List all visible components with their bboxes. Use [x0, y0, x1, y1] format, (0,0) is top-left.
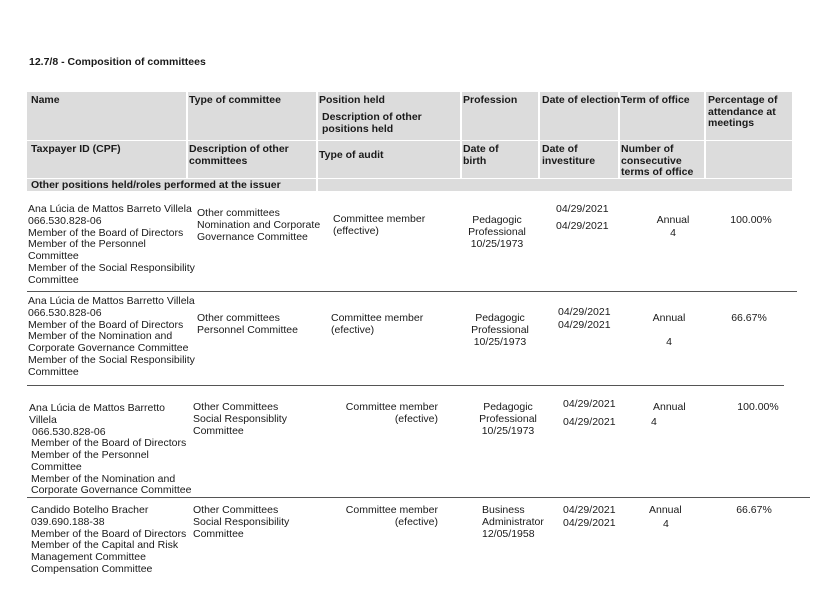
record-date-election: 04/29/2021 [563, 504, 616, 516]
header-type-of-committee: Type of committee [189, 94, 281, 106]
record-profession-block [472, 402, 544, 437]
record-position-line: Committee member [345, 504, 438, 516]
record-divider [27, 291, 797, 292]
header-position-held: Position held [319, 94, 385, 106]
record-name-block [31, 505, 186, 576]
record-birth-date: 12/05/1958 [482, 527, 535, 540]
record-name-line: Villela [29, 413, 57, 426]
record-role-line: Committee [28, 250, 79, 262]
record-date-investiture: 04/29/2021 [563, 517, 616, 529]
header-col-sep [186, 92, 188, 178]
record-profession-line: Pedagogic [472, 214, 522, 226]
record-committee-block [193, 402, 287, 437]
record-consecutive: 4 [666, 336, 672, 348]
record-position-block [331, 313, 423, 337]
record-role-line: Management Committee [31, 551, 146, 563]
record-name-line: Candido Botelho Bracher [31, 504, 149, 516]
record-role-line: Member of the Board of Directors [28, 226, 184, 239]
record-position-line: (effective) [333, 224, 379, 237]
record-name-line: Ana Lúcia de Mattos Barretto [29, 402, 165, 414]
record-role-line: Corporate Governance Committee [28, 342, 189, 354]
record-name-line: Ana Lúcia de Mattos Barretto Villela [28, 295, 195, 307]
header-percentage-attendance: Percentage of attendance at meetings [708, 94, 778, 130]
header-type-of-audit: Type of audit [319, 149, 384, 161]
header-term-of-office: Term of office [621, 94, 690, 106]
record-term: Annual [653, 401, 686, 413]
record-committee-block [193, 505, 289, 540]
record-position-line: (efective) [331, 323, 375, 336]
record-committee-line: Governance Committee [197, 230, 308, 243]
header-col-sep [704, 92, 706, 178]
record-committee-line: Other Committees [193, 504, 279, 516]
record-cpf: 066.530.828-06 [28, 306, 102, 319]
record-role-line: Member of the Nomination and [31, 472, 176, 485]
record-committee-line: Other committees [197, 312, 280, 324]
record-position-line: Committee member [331, 312, 424, 324]
record-position-line: Committee member [345, 401, 438, 413]
record-date-investiture: 04/29/2021 [558, 319, 611, 331]
record-committee-block [197, 313, 298, 337]
record-committee-line: Social Responsiblity [193, 412, 287, 425]
record-committee-line: Other committees [197, 207, 280, 219]
record-role-line: Member of the Social Responsibility [28, 261, 195, 274]
record-attendance: 66.67% [731, 312, 767, 324]
record-term: Annual [656, 214, 690, 226]
header-description-other-positions: Description of other positions held [322, 111, 422, 135]
record-role-line: Member of the Nomination and [28, 330, 173, 343]
record-committee-line: Nomination and Corporate [197, 218, 321, 231]
record-position-line: (efective) [394, 515, 438, 528]
record-date-investiture: 04/29/2021 [563, 416, 616, 428]
record-profession-line: Administrator [482, 515, 544, 528]
record-position-line: (efective) [394, 412, 438, 425]
record-position-block [330, 402, 438, 426]
record-attendance: 100.00% [737, 401, 779, 413]
record-attendance: 100.00% [730, 214, 772, 226]
record-profession-block [464, 313, 536, 348]
header-taxpayer-id: Taxpayer ID (CPF) [31, 143, 121, 155]
record-divider [27, 385, 784, 386]
record-role-line: Member of the Personnel [28, 238, 146, 251]
section-title: 12.7/8 - Composition of committees [29, 56, 206, 68]
record-committee-line: Other Committees [193, 401, 279, 413]
record-cpf: 066.530.828-06 [32, 425, 106, 438]
record-birth-date: 10/25/1973 [481, 424, 535, 437]
record-cpf: 039.690.188-38 [31, 515, 105, 528]
record-profession-line: Pedagogic [483, 401, 533, 413]
record-term: Annual [649, 504, 682, 516]
header-other-positions: Other positions held/roles performed at the issuer [31, 179, 281, 191]
record-role-line: Member of the Board of Directors [31, 437, 187, 450]
header-col-sep [538, 92, 540, 178]
header-consecutive-terms: Number of consecutive terms of office [621, 143, 694, 179]
record-role-line: Committee [28, 365, 79, 378]
record-divider [27, 497, 810, 498]
record-attendance: 66.67% [736, 504, 772, 516]
record-profession-block [462, 215, 532, 250]
record-birth-date: 10/25/1973 [470, 237, 524, 250]
record-role-line: Member of the Social Responsibility [28, 353, 195, 366]
record-role-line: Committee [31, 460, 82, 473]
header-col-sep [316, 92, 318, 191]
header-date-of-birth: Date of birth [463, 143, 499, 167]
record-position-block [330, 505, 438, 529]
record-consecutive: 4 [670, 227, 676, 239]
record-role-line: Member of the Board of Directors [28, 318, 184, 331]
record-date-election: 04/29/2021 [563, 398, 616, 410]
record-birth-date: 10/25/1973 [473, 335, 527, 348]
record-profession-line: Professional [471, 323, 529, 336]
record-name-line: Ana Lúcia de Mattos Barreto Villela [28, 203, 192, 215]
record-role-line: Member of the Board of Directors [31, 527, 187, 540]
record-consecutive: 4 [651, 416, 657, 428]
header-description-other-committees: Description of other committees [189, 143, 289, 167]
record-committee-line: Committee [193, 527, 244, 540]
header-date-of-investiture: Date of investiture [542, 143, 596, 167]
record-profession-line: Business [482, 504, 525, 516]
record-position-line: Committee member [333, 213, 426, 225]
record-date-election: 04/29/2021 [556, 203, 609, 215]
record-term: Annual [652, 312, 686, 324]
record-cpf: 066.530.828-06 [28, 214, 102, 227]
record-role-line: Compensation Committee [31, 562, 153, 575]
header-name: Name [31, 94, 60, 106]
record-name-block [29, 403, 192, 497]
record-name-block [28, 296, 195, 378]
record-committee-line: Committee [193, 424, 244, 437]
record-profession-line: Professional [479, 412, 537, 425]
record-profession-line: Pedagogic [475, 312, 525, 324]
header-col-sep [460, 92, 462, 178]
record-committee-block [197, 208, 320, 243]
record-position-block [333, 214, 425, 238]
record-committee-line: Personnel Committee [197, 323, 298, 336]
record-role-line: Member of the Personnel [31, 449, 149, 461]
record-date-election: 04/29/2021 [558, 306, 611, 318]
record-role-line: Member of the Capital and Risk [31, 539, 179, 552]
record-date-investiture: 04/29/2021 [556, 220, 609, 232]
record-consecutive: 4 [663, 518, 669, 530]
record-name-block [28, 204, 195, 286]
record-profession-line: Professional [468, 225, 526, 238]
record-profession-block [482, 505, 544, 540]
header-date-of-election: Date of election [542, 94, 621, 106]
record-committee-line: Social Responsibility [193, 515, 290, 528]
record-role-line: Committee [28, 273, 79, 286]
header-profession: Profession [463, 94, 518, 106]
record-role-line: Corporate Governance Committee [31, 484, 192, 497]
